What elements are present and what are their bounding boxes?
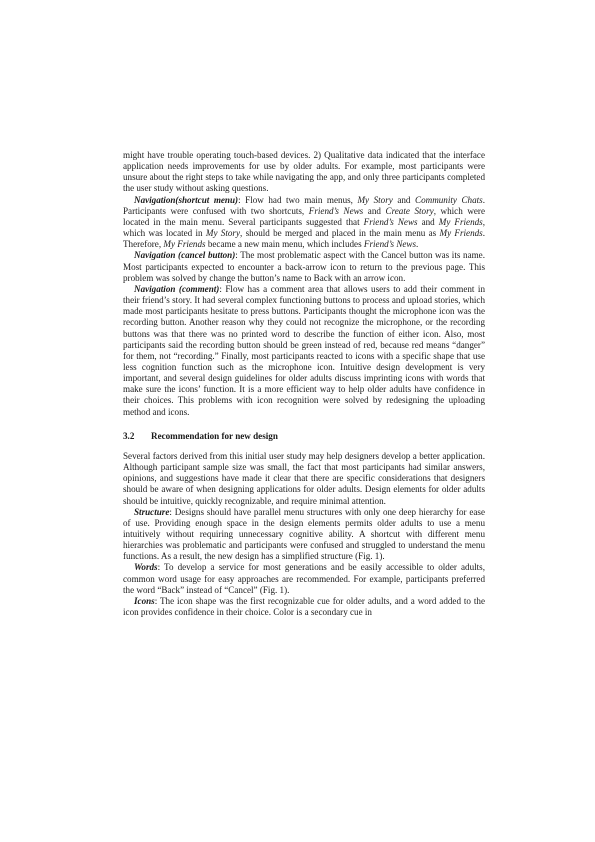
body-text-after — [123, 451, 485, 618]
text-run: : Designs should have parallel menu structures with only one deep hierarchy for ease of use. Providing enough space in the design elements permits older adults to use a menu intuitively without requiring unnecessary cognitive ability. A shortcut with different menu hierarchies was problematic and participants were confused and struggled to understand the menu functions. As a result, the new design has a simplified structure (Fig. 1). — [123, 506, 485, 562]
paragraph-lead-term: Words — [134, 562, 158, 573]
text-run: might have trouble operating touch-based devices. 2) Qualitative data indicated that the interface application needs improvements for use by older adults. For example, most participants were unsure about the right steps to take while navigating the app, and only three participants completed the user study without asking questions. — [123, 150, 485, 194]
section-number: 3.2 — [123, 430, 135, 441]
body-text-before — [123, 150, 485, 418]
paragraph — [123, 562, 485, 595]
paragraph — [123, 195, 485, 251]
italic-term: Create Story — [385, 205, 434, 216]
paragraph — [123, 250, 485, 283]
text-run: and — [417, 216, 439, 227]
italic-term: My Friends — [439, 228, 483, 239]
paragraph-lead-term: Navigation (cancel button) — [134, 250, 236, 261]
italic-term: My Friends — [163, 239, 206, 250]
paragraph — [123, 596, 485, 618]
text-run: , should be merged and placed in the main menu as — [240, 228, 440, 239]
section-title: Recommendation for new design — [151, 430, 278, 441]
italic-term: Friend’s News — [363, 216, 418, 227]
paper-page — [123, 150, 485, 618]
text-run: : To develop a service for most generations and be easily accessible to older adults, common word usage for easy approaches are recommended. For example, participants preferred the word “Back” instead of “Cancel” (Fig. 1). — [123, 562, 485, 595]
text-run: and — [363, 205, 386, 216]
text-run: : The most problematic aspect with the Cancel button was its name. Most participants expected to encounter a back-arrow icon to return to the previous page. This problem was solved by change the button’s name to Back with an arrow icon. — [123, 250, 485, 283]
text-run: . — [416, 239, 419, 250]
paragraph-lead-term: Navigation(shortcut menu) — [134, 194, 239, 205]
text-run: : Flow had two main menus, — [238, 194, 358, 205]
text-run: . Participants were confused with two shortcuts, — [123, 194, 485, 216]
paragraph-lead-term: Structure — [134, 506, 170, 517]
text-run: : The icon shape was the first recognizable cue for older adults, and a word added to the icon provides confidence in their choice. Color is a secondary cue in — [123, 595, 485, 618]
italic-term: Friend’s News — [363, 239, 417, 250]
paragraph — [123, 150, 485, 195]
italic-term: Friend’s News — [308, 205, 364, 216]
text-run: : Flow has a comment area that allows users to add their comment in their friend’s story. It had several complex functioning buttons to process and upload stories, which made most participants hesitate to press buttons. Participants thought the microphone icon was the recording button. Another reason why they could not recognize the microphone, or the recording buttons was that there was no printed word to describe the function of either icon. Also, most participants said the recording button should be green instead of red, because red means “danger” for them, not “recording.” Finally, most participants reacted to icons with a specific shape that use less cognition function such as the microphone icon. Intuitive design development is very important, and several design guidelines for older adults discuss imprinting icons with words that make sure the icons’ function. It is a more efficient way to help older adults have confidence in their choices. This problems with icon recognition were solved by redesigning the uploading method and icons. — [123, 283, 486, 417]
italic-term: Community Chats — [415, 194, 483, 205]
paragraph — [123, 451, 485, 507]
text-run: and — [392, 194, 416, 205]
paragraph-lead-term: Navigation (comment) — [134, 283, 220, 294]
text-run: , which was located in — [123, 216, 485, 239]
paragraph — [123, 507, 485, 563]
text-run: . Therefore, — [123, 228, 485, 250]
paragraph-lead-term: Icons — [134, 595, 155, 606]
paragraph — [123, 284, 485, 418]
text-run: became a new main menu, which includes — [205, 239, 364, 250]
italic-term: My Story — [205, 228, 240, 239]
italic-term: My Friends — [438, 216, 483, 227]
text-run: , which were located in the main menu. Several participants suggested that — [123, 205, 485, 227]
italic-term: My Story — [357, 194, 393, 205]
text-run: Several factors derived from this initial user study may help designers develop a better application. Although participant sample size was small, the fact that most participants had similar answers, opinions, and suggestions have made it clear that there are specific considerations that designers should be aware of when designing applications for older adults. Design elements for older adults should be intuitive, quickly recognizable, and require minimal attention. — [123, 450, 485, 506]
section-heading — [123, 431, 485, 442]
